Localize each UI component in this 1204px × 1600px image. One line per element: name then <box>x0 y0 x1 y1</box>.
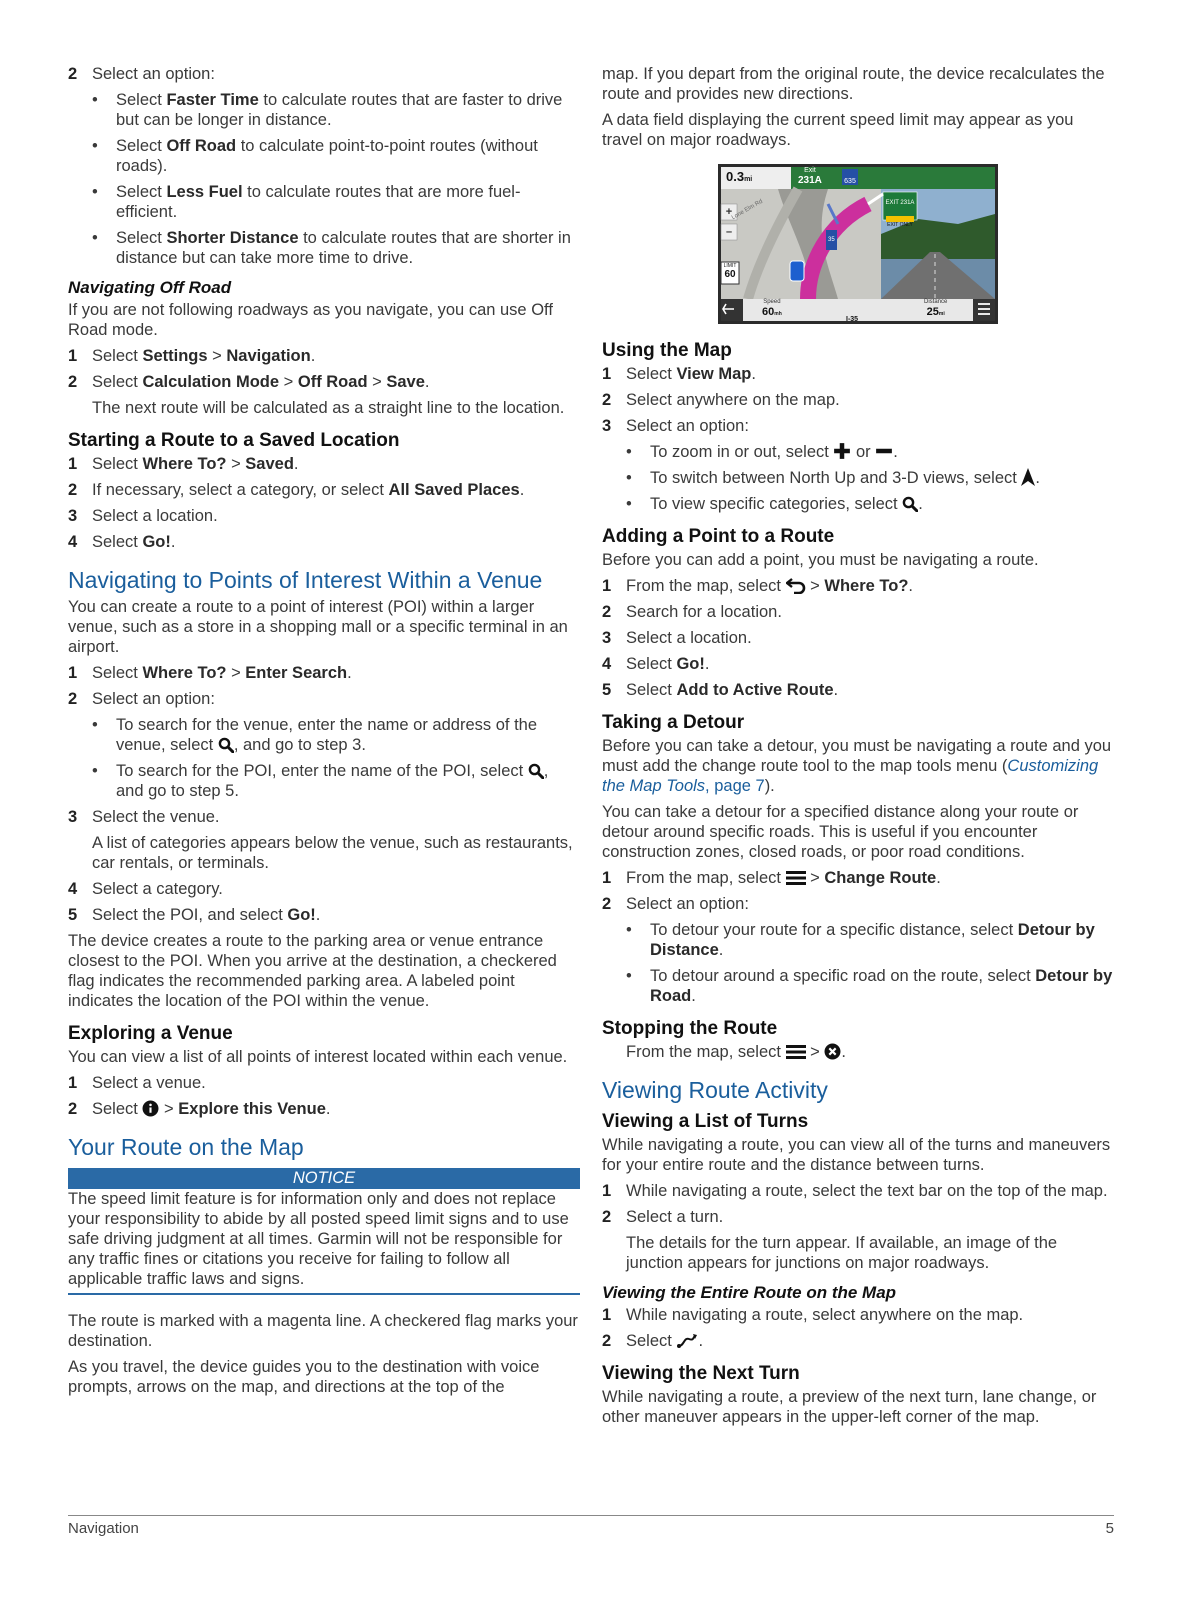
text: . <box>936 869 941 887</box>
text: Select <box>92 533 143 551</box>
paragraph: Before you can add a point, you must be navigating a route. <box>602 551 1039 569</box>
navigation-map-screenshot <box>718 164 998 324</box>
heading-taking-detour: Taking a Detour <box>602 712 745 733</box>
bullet: • <box>92 716 98 734</box>
menu-go: Go! <box>142 533 171 551</box>
menu-all-saved-places: All Saved Places <box>388 481 520 499</box>
text: Select <box>116 137 167 155</box>
text: Select <box>626 1332 677 1350</box>
exit-only-label: EXIT ONLY <box>887 222 913 228</box>
text: . <box>698 1332 704 1350</box>
text: . <box>718 941 724 959</box>
step-number: 2 <box>68 373 78 391</box>
text: . <box>325 1100 331 1118</box>
menu-detour-by-distance: Detour by Distance <box>650 921 1095 959</box>
current-road: I-35 <box>846 316 859 323</box>
step <box>602 576 1114 596</box>
bullet: • <box>92 762 98 780</box>
text: > <box>226 455 246 473</box>
step-text: Select a location. <box>92 507 218 525</box>
text: . <box>347 664 352 682</box>
turn-distance-readout <box>726 169 752 188</box>
list-item <box>92 761 580 801</box>
step <box>68 454 580 474</box>
text: To search for the POI, enter the name of the POI, select <box>116 762 528 780</box>
step <box>602 364 1114 384</box>
list-item <box>626 442 1114 462</box>
step-number: 2 <box>602 391 612 409</box>
heading-next-turn: Viewing the Next Turn <box>602 1363 800 1384</box>
text: . <box>918 495 923 513</box>
text: From the map, select <box>626 577 786 595</box>
text: Select <box>626 365 677 383</box>
heading-navigating-off-road: Navigating Off Road <box>68 278 232 297</box>
heading-poi-venue: Navigating to Points of Interest Within a Venue <box>68 567 543 593</box>
step-number: 1 <box>602 365 612 383</box>
text: Select <box>116 91 167 109</box>
paragraph: The device creates a route to the parking area or venue entrance closest to the POI. When you arrive at the destination, a checkered flag indicates the recommended parking area. A labeled point indicates the location of the POI within the venue. <box>68 932 557 1010</box>
step-text: Select anywhere on the map. <box>626 391 840 409</box>
bullet: • <box>92 229 98 247</box>
list-item <box>626 494 1114 514</box>
text: > <box>805 577 825 595</box>
step <box>68 663 580 683</box>
step <box>68 532 580 552</box>
list-item <box>626 468 1114 488</box>
footer-section: Navigation <box>68 1520 139 1537</box>
step-text: Select an option: <box>626 895 749 913</box>
list-item <box>92 90 580 130</box>
text: Select <box>92 1100 143 1118</box>
text: to calculate point-to-point routes (without roads). <box>116 137 538 175</box>
step <box>68 372 580 392</box>
text: To detour your route for a specific distance, select <box>650 921 1018 939</box>
speed-limit-sign <box>722 263 738 281</box>
paragraph: While navigating a route, you can view all of the turns and maneuvers for your entire route and the distance between turns. <box>602 1136 1111 1174</box>
north-arrow-icon <box>1021 468 1035 486</box>
text: or <box>851 443 876 461</box>
text: From the map, select <box>626 1043 786 1061</box>
step <box>68 1073 580 1093</box>
right-column <box>602 64 1114 1433</box>
limit-value: 60 <box>724 269 736 280</box>
speed-field[interactable] <box>762 298 782 320</box>
menu-save: Save <box>386 373 425 391</box>
step-number: 1 <box>602 1306 612 1324</box>
option-faster-time: Faster Time <box>166 91 259 109</box>
link-page-reference[interactable]: , page 7 <box>705 777 765 795</box>
plus-icon <box>833 442 851 460</box>
step <box>68 346 580 366</box>
step-number: 1 <box>68 1074 78 1092</box>
street-label: Lone Elm Rd <box>730 198 764 222</box>
link-customizing-map-tools[interactable]: Customizing the Map Tools <box>602 757 1099 795</box>
text: . <box>293 455 299 473</box>
paragraph: As you travel, the device guides you to the destination with voice prompts, arrows on the map, and directions at the top of the <box>68 1358 540 1396</box>
step <box>602 628 1114 648</box>
step-number: 2 <box>602 895 612 913</box>
step <box>68 807 580 827</box>
step <box>602 680 1114 700</box>
step-number: 1 <box>602 577 612 595</box>
text: . <box>908 577 913 595</box>
text: > <box>207 347 227 365</box>
step-text: Select a venue. <box>92 1074 206 1092</box>
menu-go: Go! <box>676 655 705 673</box>
step-text: Select an option: <box>92 65 215 83</box>
text: to calculate routes that are faster to drive but can be longer in distance. <box>116 91 563 129</box>
info-icon <box>142 1100 159 1117</box>
text: . <box>424 373 430 391</box>
paragraph: While navigating a route, a preview of the next turn, lane change, or other maneuver appears in the upper-left corner of the map. <box>602 1388 1097 1426</box>
step-number: 1 <box>68 455 78 473</box>
exit-number: 231A <box>798 175 822 186</box>
heading-entire-route: Viewing the Entire Route on the Map <box>602 1283 897 1302</box>
step-text: Select a turn. <box>626 1208 724 1226</box>
text: . <box>1035 469 1041 487</box>
step-number: 3 <box>68 507 78 525</box>
menu-navigation: Navigation <box>226 347 311 365</box>
text: > <box>805 869 825 887</box>
text: > <box>226 664 246 682</box>
zoom-out-icon[interactable]: – <box>725 226 733 238</box>
paragraph: map. If you depart from the original route, the device recalculates the route and provides new directions. <box>602 65 1105 103</box>
text: . <box>170 533 176 551</box>
text: To switch between North Up and 3-D views, select <box>650 469 1022 487</box>
text: > <box>159 1100 179 1118</box>
step <box>602 1207 1114 1227</box>
notice-banner: NOTICE <box>68 1168 580 1189</box>
step <box>68 64 580 84</box>
bullet: • <box>626 495 632 513</box>
turn-distance: 0.3 <box>726 169 745 184</box>
text: Select <box>626 681 677 699</box>
text: > <box>805 1043 825 1061</box>
menu-explore-this-venue: Explore this Venue <box>178 1100 326 1118</box>
step-number: 2 <box>68 65 78 83</box>
list-item <box>626 966 1114 1006</box>
menu-detour-by-road: Detour by Road <box>650 967 1113 1005</box>
text: Select the POI, and select <box>92 906 288 924</box>
menu-off-road: Off Road <box>297 373 368 391</box>
page-number: 5 <box>1105 1520 1114 1537</box>
route-overview-icon <box>676 1333 698 1349</box>
paragraph: A data field displaying the current speed limit may appear as you travel on major roadways. <box>602 111 1074 149</box>
step-text: Select a location. <box>626 629 752 647</box>
text: . <box>691 987 696 1005</box>
text: Select <box>92 373 143 391</box>
menu-go: Go! <box>287 906 316 924</box>
list-item <box>92 182 580 222</box>
menu-icon <box>786 870 806 886</box>
menu-where-to: Where To? <box>142 664 227 682</box>
back-icon <box>786 578 806 594</box>
step-number: 5 <box>68 906 78 924</box>
distance-label: Distance <box>924 299 948 305</box>
step <box>602 894 1114 914</box>
list-item <box>92 136 580 176</box>
heading-list-of-turns: Viewing a List of Turns <box>602 1111 809 1132</box>
text: Select <box>92 455 143 473</box>
step-number: 4 <box>602 655 612 673</box>
text: . <box>519 481 525 499</box>
text: . <box>315 906 321 924</box>
text: . <box>841 1043 846 1061</box>
step-number: 2 <box>602 1208 612 1226</box>
text: . <box>751 365 756 383</box>
step-number: 2 <box>68 690 78 708</box>
step-number: 2 <box>602 603 612 621</box>
step <box>68 879 580 899</box>
text: , and go to step 5. <box>116 762 549 800</box>
menu-enter-search: Enter Search <box>245 664 348 682</box>
option-less-fuel: Less Fuel <box>166 183 243 201</box>
bullet: • <box>626 443 632 461</box>
heading-using-map: Using the Map <box>602 340 732 361</box>
exit-label: Exit <box>804 167 816 174</box>
step-number: 2 <box>602 1332 612 1350</box>
text: to calculate routes that are shorter in distance but can take more time to drive. <box>116 229 571 267</box>
step-note: The next route will be calculated as a straight line to the location. <box>92 399 565 417</box>
text: Select <box>626 655 677 673</box>
text: Select <box>116 183 167 201</box>
text: From the map, select <box>626 869 786 887</box>
step-number: 2 <box>68 1100 78 1118</box>
search-icon <box>218 737 234 753</box>
heading-saved-location: Starting a Route to a Saved Location <box>68 430 400 451</box>
heading-route-activity: Viewing Route Activity <box>602 1077 828 1103</box>
heading-exploring-venue: Exploring a Venue <box>68 1023 233 1044</box>
step-number: 3 <box>602 629 612 647</box>
text: Select <box>92 347 143 365</box>
zoom-in-icon[interactable]: + <box>725 206 733 218</box>
step-number: 1 <box>68 664 78 682</box>
text: To zoom in or out, select <box>650 443 834 461</box>
road-shield: 35 <box>826 230 837 250</box>
text: The speed limit feature is for information only and does not replace your responsibility to abide by all posted speed limit signs and to use safe driving judgment at all times. Garmin will not be responsible for any traffic fines or citations you receive for failing to follow all applicable traffic laws and signs. <box>68 1190 569 1288</box>
option-off-road: Off Road <box>166 137 237 155</box>
step <box>602 1305 1114 1325</box>
step <box>602 1331 1114 1351</box>
text: . <box>893 443 898 461</box>
exit-sign-label: EXIT 231A <box>885 200 915 206</box>
step <box>602 602 1114 622</box>
menu-add-to-active-route: Add to Active Route <box>676 681 834 699</box>
menu-where-to: Where To? <box>142 455 227 473</box>
step-text: Select an option: <box>626 417 749 435</box>
bullet: • <box>626 967 632 985</box>
step-number: 5 <box>602 681 612 699</box>
map-graphic <box>718 164 998 324</box>
limit-label: LIMIT <box>723 263 737 269</box>
paragraph: You can view a list of all points of interest located within each venue. <box>68 1048 568 1066</box>
bullet: • <box>626 921 632 939</box>
step-number: 1 <box>602 869 612 887</box>
option-shorter-distance: Shorter Distance <box>166 229 299 247</box>
speed-unit: mh <box>774 311 782 317</box>
step-number: 1 <box>602 1182 612 1200</box>
text: To view specific categories, select <box>650 495 903 513</box>
menu-view-map: View Map <box>676 365 752 383</box>
step-text: While navigating a route, select anywhere on the map. <box>626 1306 1024 1324</box>
text: . <box>833 681 839 699</box>
minus-icon <box>875 442 893 460</box>
bullet: • <box>626 469 632 487</box>
menu-icon <box>786 1044 806 1060</box>
step-text: Select a category. <box>92 880 223 898</box>
text: . <box>310 347 316 365</box>
step-number: 3 <box>602 417 612 435</box>
step <box>602 1181 1114 1201</box>
step <box>602 390 1114 410</box>
speed-value: 60 <box>762 306 775 318</box>
text: Select <box>92 664 143 682</box>
text: to calculate routes that are more fuel-efficient. <box>116 183 521 221</box>
step-text: Search for a location. <box>626 603 782 621</box>
heading-adding-point: Adding a Point to a Route <box>602 526 835 547</box>
heading-stopping-route: Stopping the Route <box>602 1018 778 1039</box>
step-number: 4 <box>68 880 78 898</box>
step-number: 2 <box>68 481 78 499</box>
menu-where-to: Where To? <box>824 577 909 595</box>
text: To search for the venue, enter the name or address of the venue, select <box>116 716 537 754</box>
stop-icon <box>824 1043 841 1060</box>
step <box>68 905 580 925</box>
step-note: The details for the turn appear. If available, an image of the junction appears for junctions on major roadways. <box>626 1234 1058 1272</box>
bullet: • <box>92 137 98 155</box>
list-item <box>626 920 1114 960</box>
menu-saved: Saved <box>245 455 294 473</box>
step <box>602 416 1114 436</box>
text: . <box>704 655 710 673</box>
bullet: • <box>92 91 98 109</box>
step-note: A list of categories appears below the venue, such as restaurants, car rentals, or terminals. <box>92 834 573 872</box>
distance-value: 25 <box>926 306 939 318</box>
left-column <box>68 64 580 1403</box>
step-text: Select an option: <box>92 690 215 708</box>
step <box>68 1099 580 1119</box>
text: > <box>279 373 298 391</box>
paragraph: You can create a route to a point of interest (POI) within a larger venue, such as a store in a shopping mall or a specific terminal in an airport. <box>68 598 568 656</box>
text: > <box>367 373 387 391</box>
paragraph: The route is marked with a magenta line. A checkered flag marks your destination. <box>68 1312 578 1350</box>
step-number: 3 <box>68 808 78 826</box>
menu-calculation-mode: Calculation Mode <box>142 373 280 391</box>
paragraph: You can take a detour for a specified distance along your route or detour around specific roads. This is useful if you encounter construction zones, closed roads, or poor road conditions. <box>602 803 1079 861</box>
search-icon <box>902 496 918 512</box>
text: Select <box>116 229 167 247</box>
step-text: Select the venue. <box>92 808 220 826</box>
menu-change-route: Change Route <box>824 869 937 887</box>
turn-unit: mi <box>744 176 753 183</box>
distance-field[interactable] <box>924 298 947 320</box>
step-number: 4 <box>68 533 78 551</box>
text: To detour around a specific road on the route, select <box>650 967 1036 985</box>
step-text: While navigating a route, select the text bar on the top of the map. <box>626 1182 1108 1200</box>
step <box>68 689 580 709</box>
step <box>602 654 1114 674</box>
text: Before you can take a detour, you must be navigating a route and you must add the change route tool to the map tools menu ( <box>602 737 1112 775</box>
step <box>602 868 1114 888</box>
exit-badge <box>798 166 822 186</box>
step <box>68 480 580 500</box>
step <box>68 506 580 526</box>
notice-text <box>68 1189 580 1295</box>
bullet: • <box>92 183 98 201</box>
search-icon <box>528 763 544 779</box>
paragraph <box>602 736 1114 796</box>
menu-settings: Settings <box>142 347 208 365</box>
paragraph: If you are not following roadways as you navigate, you can use Off Road mode. <box>68 301 553 339</box>
list-item <box>92 228 580 268</box>
text: ). <box>764 777 775 795</box>
distance-unit: mi <box>938 311 945 317</box>
paragraph <box>626 1042 1114 1062</box>
step-number: 1 <box>68 347 78 365</box>
text: , and go to step 3. <box>233 736 366 754</box>
page-footer <box>68 1515 1114 1537</box>
heading-your-route: Your Route on the Map <box>68 1134 304 1160</box>
speed-label: Speed <box>763 299 781 305</box>
interstate-shield: 635 <box>844 178 856 185</box>
list-item <box>92 715 580 755</box>
text: If necessary, select a category, or select <box>92 481 389 499</box>
